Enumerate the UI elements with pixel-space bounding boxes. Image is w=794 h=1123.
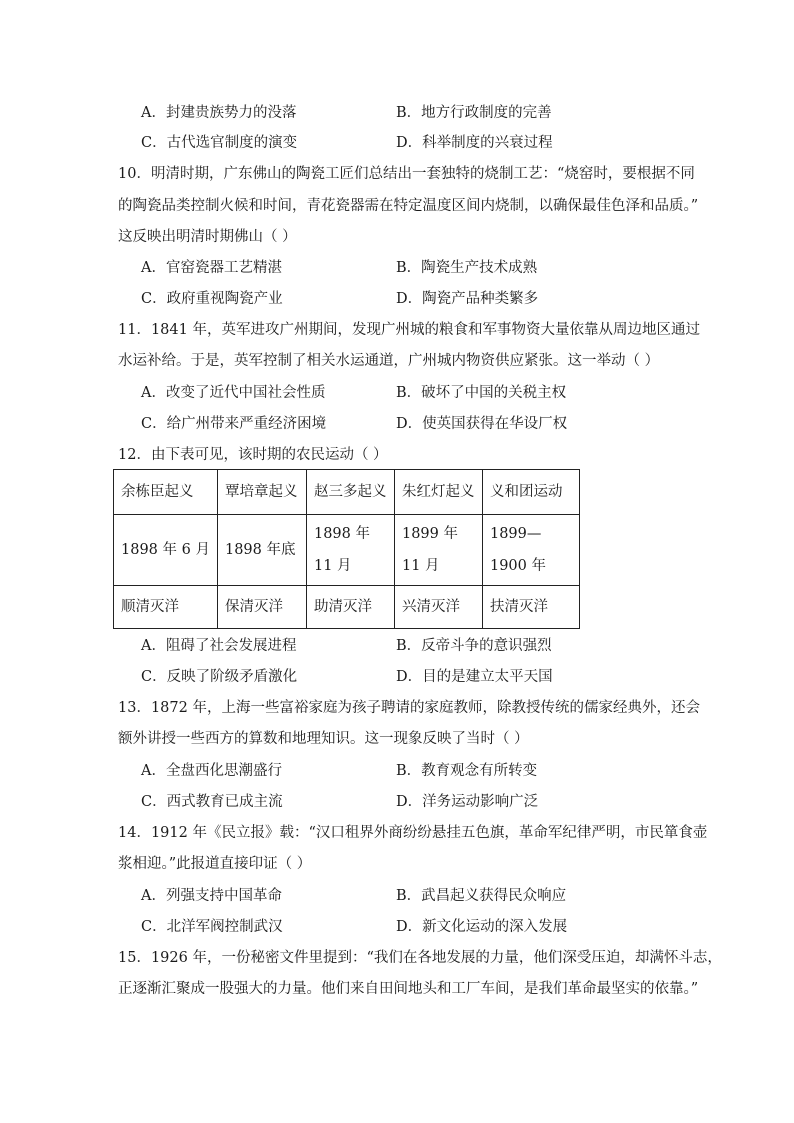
q13-stem-line-2: 额外讲授一些西方的算数和地理知识。这一现象反映了当时（ ）	[118, 731, 529, 747]
q11-stem-line-1: 11．1841 年，英军进攻广州期间，发现广州城的粮食和军事物资大量依靠从周边地区通过	[118, 322, 700, 338]
table-cell: 保清灭洋	[217, 586, 306, 629]
table-cell: 余栋臣起义	[114, 470, 218, 515]
q11-option-b: B．破坏了中国的关税主权	[396, 385, 567, 401]
table-cell: 1899—1900 年	[482, 515, 579, 586]
q14-option-d: D．新文化运动的深入发展	[396, 919, 568, 935]
q10-option-a: A．官窑瓷器工艺精湛	[141, 260, 282, 276]
q13-option-b: B．教育观念有所转变	[396, 763, 538, 779]
q10-option-d: D．陶瓷产品种类繁多	[396, 291, 539, 307]
table-cell: 赵三多起义	[306, 470, 394, 515]
q11-option-c: C．给广州带来严重经济困境	[141, 416, 327, 432]
q14-stem-line-2: 浆相迎。”此报道直接印证（ ）	[118, 856, 312, 872]
q14-option-a: A．列强支持中国革命	[141, 888, 282, 904]
q12-stem: 12．由下表可见，该时期的农民运动（ ）	[118, 447, 388, 463]
q12-option-c: C．反映了阶级矛盾激化	[141, 669, 298, 685]
table-cell: 助清灭洋	[306, 586, 394, 629]
q10-stem-line-3: 这反映出明清时期佛山（ ）	[118, 229, 297, 245]
table-cell: 1898 年底	[217, 515, 306, 586]
table-cell: 扶清灭洋	[482, 586, 579, 629]
table-row-dates	[114, 515, 580, 586]
q11-option-d: D．使英国获得在华设厂权	[396, 416, 568, 432]
q11-option-a: A．改变了近代中国社会性质	[141, 385, 326, 401]
table-cell: 兴清灭洋	[394, 586, 482, 629]
q10-stem-line-2: 的陶瓷品类控制火候和时间，青花瓷器需在特定温度区间内烧制，以确保最佳色泽和品质。”	[118, 198, 699, 214]
table-cell: 朱红灯起义	[394, 470, 482, 515]
q15-stem-line-1: 15．1926 年，一份秘密文件里提到：“我们在各地发展的力量，他们深受压迫，却满怀斗志，	[118, 950, 722, 966]
q10-option-b: B．陶瓷生产技术成熟	[396, 260, 538, 276]
q14-option-b: B．武昌起义获得民众响应	[396, 888, 567, 904]
peasant-movements-table	[113, 469, 580, 629]
q11-stem-line-2: 水运补给。于是，英军控制了相关水运通道，广州城内物资供应紧张。这一举动（ ）	[118, 353, 660, 369]
table-cell: 覃培章起义	[217, 470, 306, 515]
table-header-row	[114, 470, 580, 515]
table-cell: 1899 年 11 月	[394, 515, 482, 586]
table-cell: 1898 年 6 月	[114, 515, 218, 586]
q13-option-c: C．西式教育已成主流	[141, 794, 283, 810]
q9-option-a: A．封建贵族势力的没落	[141, 105, 297, 121]
table-cell: 1898 年 11 月	[306, 515, 394, 586]
q14-option-c: C．北洋军阀控制武汉	[141, 919, 283, 935]
q15-stem-line-2: 正逐渐汇聚成一股强大的力量。他们来自田间地头和工厂车间，是我们革命最坚实的依靠。”	[118, 981, 699, 997]
q9-option-c: C．古代选官制度的演变	[141, 135, 298, 151]
q13-option-d: D．洋务运动影响广泛	[396, 794, 539, 810]
q13-stem-line-1: 13．1872 年，上海一些富裕家庭为孩子聘请的家庭教师，除教授传统的儒家经典外，还会	[118, 700, 700, 716]
table-cell: 义和团运动	[482, 470, 579, 515]
q13-option-a: A．全盘西化思潮盛行	[141, 763, 282, 779]
q14-stem-line-1: 14．1912 年《民立报》载：“汉口租界外商纷纷悬挂五色旗，革命军纪律严明，市民箪食壶	[118, 825, 708, 841]
q10-option-c: C．政府重视陶瓷产业	[141, 291, 283, 307]
table-row-slogans	[114, 586, 580, 629]
q10-stem-line-1: 10．明清时期，广东佛山的陶瓷工匠们总结出一套独特的烧制工艺：“烧窑时，要根据不同	[118, 166, 695, 182]
table-cell: 顺清灭洋	[114, 586, 218, 629]
q12-option-a: A．阻碍了社会发展进程	[141, 638, 297, 654]
q12-option-b: B．反帝斗争的意识强烈	[396, 638, 552, 654]
q9-option-b: B．地方行政制度的完善	[396, 105, 552, 121]
q12-option-d: D．目的是建立太平天国	[396, 669, 553, 685]
q9-option-d: D．科举制度的兴衰过程	[396, 135, 553, 151]
